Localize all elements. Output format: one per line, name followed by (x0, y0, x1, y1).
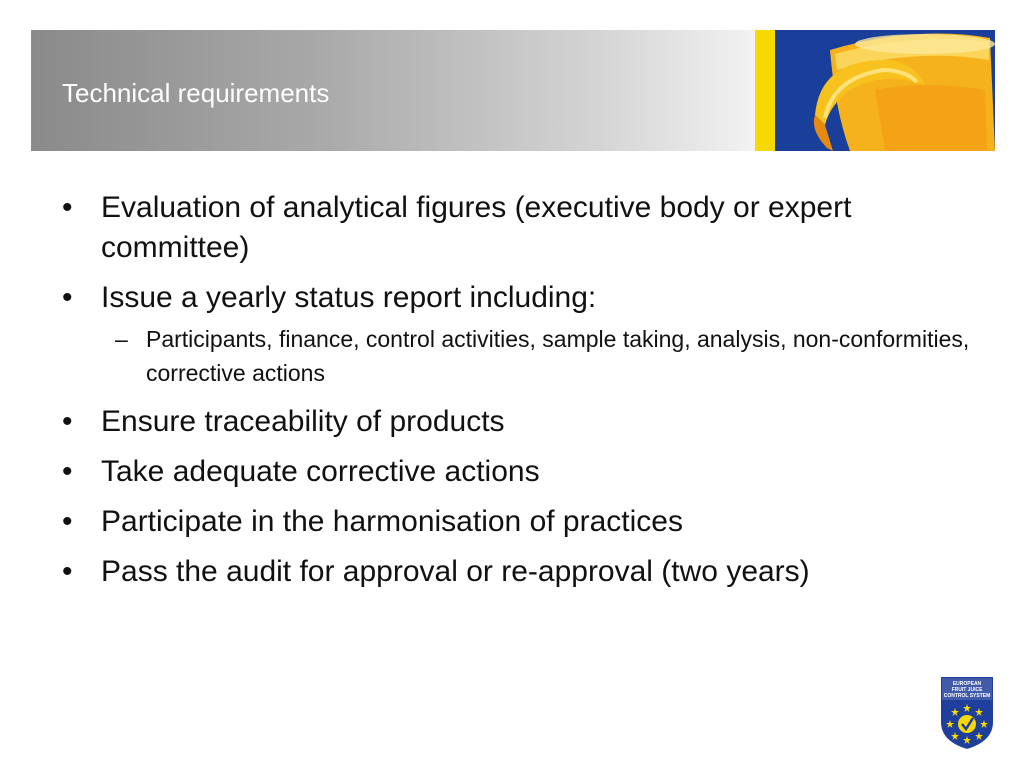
list-item-text: Evaluation of analytical figures (executive body or expert committee) (101, 191, 852, 264)
bullet-mark: • (62, 505, 73, 538)
list-item-text: Issue a yearly status report including: (101, 281, 597, 314)
sub-list-item-text: Participants, finance, control activities, sample taking, analysis, non-conformities, corrective actions (146, 326, 970, 386)
list-item (60, 552, 990, 592)
list-item (60, 452, 990, 492)
list-item (60, 402, 990, 442)
bullet-mark: • (62, 281, 73, 314)
svg-text:CONTROL SYSTEM: CONTROL SYSTEM (943, 693, 991, 699)
bullet-mark: • (62, 405, 73, 438)
svg-text:FRUIT JUICE: FRUIT JUICE (951, 687, 983, 693)
bullet-mark: • (62, 555, 73, 588)
svg-text:EUROPEAN: EUROPEAN (952, 681, 982, 687)
list-item (60, 278, 990, 318)
juice-glass-image (775, 30, 995, 151)
bullet-mark: • (62, 455, 73, 488)
list-item-text: Pass the audit for approval or re-approval (two years) (101, 555, 810, 588)
list-item-text: Ensure traceability of products (101, 405, 505, 438)
list-item (60, 188, 990, 268)
list-item (60, 502, 990, 542)
header-banner (31, 30, 995, 151)
bullet-mark: • (62, 191, 73, 224)
ejcs-shield-logo (938, 674, 996, 752)
list-item-text: Take adequate corrective actions (101, 455, 540, 488)
bullet-list (60, 188, 990, 602)
yellow-stripe (755, 30, 775, 151)
sub-list-item (60, 322, 990, 390)
slide-title: Technical requirements (62, 78, 330, 108)
dash-mark: – (115, 326, 128, 352)
list-item-text: Participate in the harmonisation of practices (101, 505, 683, 538)
